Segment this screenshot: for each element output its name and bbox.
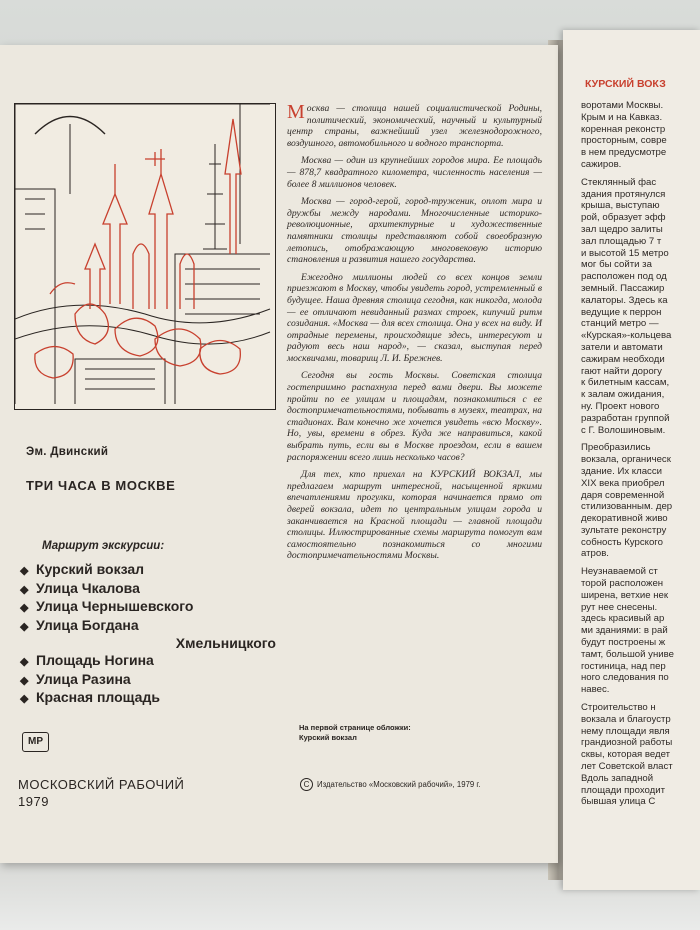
right-page-line: лет Советской власт xyxy=(581,761,673,773)
right-page-line: бывшая улица С xyxy=(581,796,656,808)
route-item-label: Красная площадь xyxy=(36,689,160,706)
diamond-bullet-icon: ◆ xyxy=(20,693,29,706)
route-item xyxy=(20,689,282,708)
right-page-line: Крым и на Кавказ. xyxy=(581,111,663,123)
intro-paragraph: Для тех, кто приехал на КУРСКИЙ ВОКЗАЛ, мы предлагаем маршрут интересной, насыщенной яркими впечатлениями прогулки, которая начинается прямо от дверей вокзала, идет по центральным улицам города и заканчивается на Красной площади — главной площади столицы. Иллюстрированные схемы маршрута помогут вам самостоятельно познакомиться со многими достопримечательностями Москвы. xyxy=(287,469,542,562)
route-item-label: Улица Богдана xyxy=(36,616,139,633)
route-item xyxy=(20,598,282,617)
right-page-line: навес. xyxy=(581,684,610,696)
publisher-name: МОСКОВСКИЙ РАБОЧИЙ xyxy=(18,777,185,792)
copyright-text: Издательство «Московский рабочий», 1979 г. xyxy=(317,780,481,789)
right-page-line: «Курская»-кольцева xyxy=(581,330,672,342)
route-item-label: Хмельницкого xyxy=(175,635,276,652)
right-page-line: калаторы. Здесь ка xyxy=(581,294,668,306)
right-page-line: здания протянулся xyxy=(581,188,666,200)
right-page-line: в нем предусмотре xyxy=(581,147,667,159)
right-page-text xyxy=(581,100,700,808)
diamond-bullet-icon: ◆ xyxy=(20,583,29,596)
right-page-line: ведущие к перрон xyxy=(581,306,662,318)
publication-year: 1979 xyxy=(18,794,49,809)
right-page-line: коренная реконстр xyxy=(581,123,666,135)
route-item-label: Улица Разина xyxy=(36,670,131,687)
intro-paragraph: Москва — один из крупнейших городов мира. Ее площадь — 878,7 квадратного километра, численность населения — более 8 миллионов человек. xyxy=(287,155,542,190)
right-page-line: торой расположен xyxy=(581,578,664,590)
diamond-bullet-icon: ◆ xyxy=(20,602,29,615)
right-page-line: вокзала и благоустр xyxy=(581,713,671,725)
right-page-line: зал щедро залиты xyxy=(581,223,663,235)
intro-paragraph: Сегодня вы гость Москвы. Советская столица гостеприимно распахнула перед вами двери. Вы можете пройти по ее улицам и площадям, познакомиться с ее достопримечательностями, побывать в музеях, театрах, на стадионах. Вам конечно же хочется увидеть «всю Москву». Но, увы, времени в обрез. Куда же направиться, какой выбрать путь, если вы в Москве проездом, если в вашем распоряжении всего лишь несколько часов? xyxy=(287,370,542,463)
right-page-line: просторным, совре xyxy=(581,135,667,147)
right-page-line: стилизованным. дер xyxy=(581,501,673,513)
route-item xyxy=(20,561,282,580)
right-page-line: Стеклянный фас xyxy=(581,176,657,188)
route-list xyxy=(20,561,282,708)
right-page-line: здание. Их класси xyxy=(581,465,662,477)
right-page-line: ну. Проект нового xyxy=(581,400,660,412)
kremlin-skyline-drawing xyxy=(15,104,275,409)
cover-note-line: На первой странице обложки: xyxy=(299,723,411,732)
route-item-label: Площадь Ногина xyxy=(36,651,154,668)
right-page-line: сквы, которая ведет xyxy=(581,749,671,761)
right-page-line: даря современной xyxy=(581,489,665,501)
cover-note xyxy=(299,723,411,743)
right-page-line: затели и автомати xyxy=(581,341,663,353)
route-item xyxy=(20,635,282,652)
right-page-line: к билетным кассам, xyxy=(581,377,670,389)
right-page-line: гостиница, над пер xyxy=(581,660,666,672)
moscow-kremlin-illustration xyxy=(14,103,276,410)
right-page-line: сажиров. xyxy=(581,158,622,170)
diamond-bullet-icon: ◆ xyxy=(20,674,29,687)
diamond-bullet-icon: ◆ xyxy=(20,655,29,668)
right-page-heading: КУРСКИЙ ВОКЗ xyxy=(585,78,666,90)
route-heading: Маршрут экскурсии: xyxy=(42,540,165,552)
right-page-line: XIX века приобрел xyxy=(581,477,665,489)
right-page-line: тамт, большой униве xyxy=(581,648,674,660)
book-title: ТРИ ЧАСА В МОСКВЕ xyxy=(26,478,176,493)
route-item xyxy=(20,580,282,599)
right-page-line: собность Курского xyxy=(581,536,663,548)
dropcap: М xyxy=(287,101,305,123)
cover-note-line: Курский вокзал xyxy=(299,733,357,742)
intro-paragraph: Ежегодно миллионы людей со всех концов земли приезжают в Москву, чтобы увидеть город, устремленный в будущее. Наша древняя столица сегодня, как никогда, молода — ее отличают невиданный размах строек, кипучий ритм созидания. «Москва — для всех столица. Она у всех на виду. И отрадные перемены, происходящие здесь, интересуют и радуют весь наш народ», — сказал, выступая перед москвичами, товарищ Л. И. Брежнев. xyxy=(287,271,542,364)
right-page-line: здесь красивый ар xyxy=(581,613,665,625)
right-page-line: ного следования по xyxy=(581,672,669,684)
route-item xyxy=(20,671,282,690)
right-page-line: рут нее снесены. xyxy=(581,601,658,613)
right-page-line: ми зданиями: в рай xyxy=(581,625,668,637)
right-page-line: вокзала, органическ xyxy=(581,454,671,466)
right-page-line: гают найти дорогу xyxy=(581,365,662,377)
route-item xyxy=(20,652,282,671)
right-page xyxy=(563,30,700,890)
right-page-line: крыша, выступаю xyxy=(581,200,660,212)
route-item-label: Улица Чернышевского xyxy=(36,598,194,615)
right-page-line: мог бы сойти за xyxy=(581,259,652,271)
publisher-imprint xyxy=(18,776,184,810)
right-page-line: атров. xyxy=(581,548,609,560)
route-item-label: Улица Чкалова xyxy=(36,579,140,596)
right-page-line: нему площади явля xyxy=(581,725,670,737)
right-page-line: станций метро — xyxy=(581,318,659,330)
right-page-line: и высотой 15 метро xyxy=(581,247,669,259)
right-page-line: Вдоль западной xyxy=(581,772,654,784)
author-name: Эм. Двинский xyxy=(26,446,109,458)
copyright-line xyxy=(300,778,480,791)
right-page-line: декоративной живо xyxy=(581,513,668,525)
publisher-logo: МР xyxy=(22,732,49,752)
right-page-line: земный. Пассажир xyxy=(581,282,665,294)
right-page-line: Преобразились xyxy=(581,442,651,454)
right-page-line: Строительство н xyxy=(581,702,656,714)
route-item xyxy=(20,617,282,636)
right-page-line: к залам ожидания, xyxy=(581,389,665,401)
left-page xyxy=(0,45,558,863)
intro-text-column xyxy=(287,103,542,568)
right-page-line: зал площадью 7 т xyxy=(581,235,662,247)
right-page-line: Неузнаваемой ст xyxy=(581,566,658,578)
right-page-line: зультате реконстру xyxy=(581,524,667,536)
right-page-line: рой, образует эфф xyxy=(581,212,666,224)
right-page-line: воротами Москвы. xyxy=(581,100,664,111)
intro-paragraph: Москва — столица нашей социалистической Родины, политический, экономический, научный и культурный центр страны, важнейший узел железнодорожного, воздушного, автомобильного и водного транспорта. xyxy=(287,101,542,149)
right-page-line: грандиозной работы xyxy=(581,737,673,749)
right-page-line: сажирам необходи xyxy=(581,353,665,365)
diamond-bullet-icon: ◆ xyxy=(20,565,29,577)
right-page-line: будут построены ж xyxy=(581,637,666,649)
diamond-bullet-icon: ◆ xyxy=(20,620,29,633)
right-page-line: площади проходит xyxy=(581,784,666,796)
right-page-line: с Г. Волошиновым. xyxy=(581,424,666,436)
copyright-icon: C xyxy=(300,778,313,791)
route-item-label: Курский вокзал xyxy=(36,561,145,577)
right-page-line: расположен под од xyxy=(581,271,667,283)
intro-paragraph: Москва — город-герой, город-труженик, оплот мира и дружбы между народами. Многочисленные историко-революционные, архитектурные и художественные памятники столицы представляют собой своеобразную летопись, отображающую многовековую историю становления и развития нашего государства. xyxy=(287,196,542,266)
right-page-line: ширена, ветхие нек xyxy=(581,589,669,601)
right-page-line: разработан группой xyxy=(581,412,670,424)
